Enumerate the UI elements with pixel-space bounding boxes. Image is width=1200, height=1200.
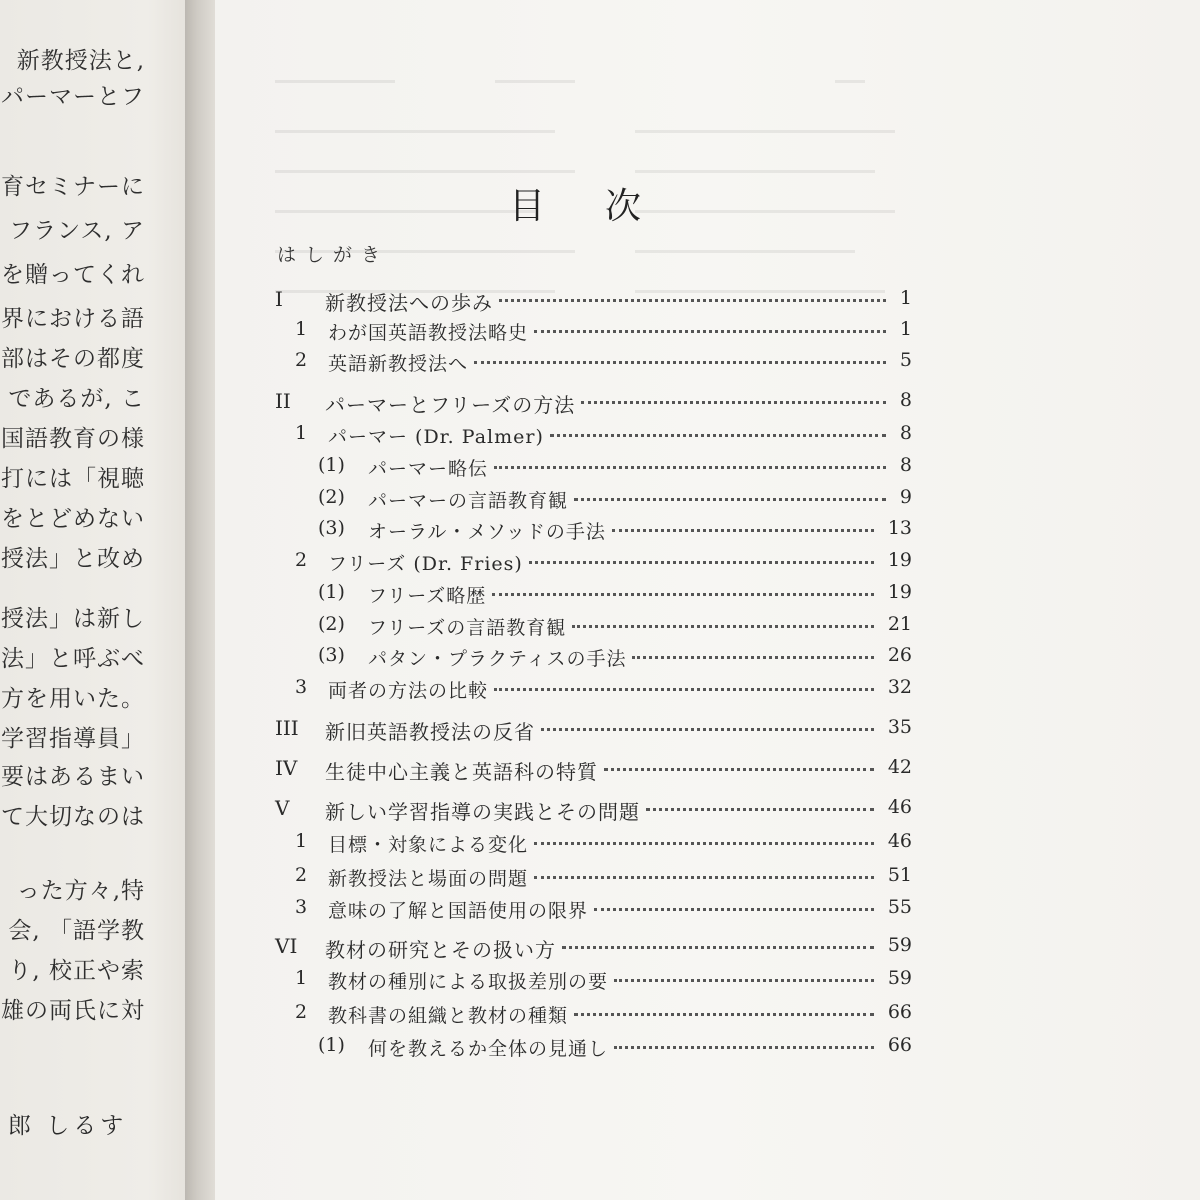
toc-entry — [215, 640, 1200, 672]
facing-page-line: 方を用いた。 — [1, 686, 145, 712]
toc-entry-number: 1 — [295, 830, 308, 852]
toc-entry-label: パーマー略伝 — [368, 458, 489, 480]
toc-entry-label: パーマーの言語教育観 — [368, 490, 569, 512]
toc-entry — [215, 513, 1200, 545]
toc-entry-label: 新教授法と場面の問題 — [328, 868, 529, 890]
toc-entry — [215, 283, 1200, 315]
toc-entry — [215, 792, 1200, 824]
toc-entry-label: 教科書の組織と教材の種類 — [328, 1005, 569, 1027]
toc-leader-dots — [492, 593, 874, 596]
toc-leader-dots — [494, 688, 874, 691]
toc-entry-number: I — [275, 287, 283, 311]
toc-entry-label: フリーズ略歴 — [368, 585, 487, 607]
toc-entry-page: 5 — [899, 349, 912, 371]
toc-entry-number: II — [275, 389, 291, 413]
toc-entry — [215, 609, 1200, 641]
toc-leader-dots — [572, 625, 874, 628]
facing-page-line: 授法」と改め — [1, 546, 145, 572]
toc-entry-page: 35 — [887, 716, 912, 738]
toc-entry-page: 51 — [887, 864, 912, 886]
toc-entry-page: 8 — [899, 389, 912, 411]
toc-entry-page: 59 — [887, 967, 912, 989]
facing-page-line: り, 校正や索 — [8, 958, 145, 984]
toc-entry-number: 3 — [295, 676, 308, 698]
toc-entry — [215, 712, 1200, 744]
toc-entry — [215, 860, 1200, 892]
toc-leader-dots — [474, 361, 886, 364]
toc-entry-number: 2 — [295, 1001, 308, 1023]
toc-entry — [215, 482, 1200, 514]
toc-entry-page: 8 — [899, 454, 912, 476]
toc-entry-number: 1 — [295, 318, 308, 340]
toc-entry-number: III — [275, 716, 299, 740]
toc-entry — [215, 577, 1200, 609]
toc-entry-number: (1) — [318, 581, 345, 603]
facing-page-line: 界における語 — [1, 306, 145, 332]
toc-leader-dots — [499, 299, 886, 302]
facing-page-line: を贈ってくれ — [1, 262, 145, 288]
toc-entry — [215, 385, 1200, 417]
toc-leader-dots — [574, 1013, 874, 1016]
facing-page-line: 打には「視聴 — [1, 466, 145, 492]
toc-leader-dots — [632, 656, 874, 659]
facing-page-line: 学習指導員」 — [1, 726, 145, 752]
toc-entry-number: (3) — [318, 517, 345, 539]
toc-entry-number: (2) — [318, 486, 345, 508]
toc-entry-label: 教材の種別による取扱差別の要 — [328, 971, 609, 993]
facing-page-line: フランス, ア — [9, 218, 145, 244]
toc-entry-label: パーマーとフリーズの方法 — [325, 393, 576, 417]
toc-entry-number: 1 — [295, 967, 308, 989]
facing-page-line: 雄の両氏に対 — [1, 998, 145, 1024]
toc-entry-page: 19 — [887, 549, 912, 571]
toc-entry-label: 目標・対象による変化 — [328, 834, 529, 856]
toc-leader-dots — [534, 876, 874, 879]
toc-entry-label: フリーズ (Dr. Fries) — [328, 553, 523, 575]
toc-entry-label: フリーズの言語教育観 — [368, 617, 567, 639]
toc-entry — [215, 963, 1200, 995]
toc-entry-label: 生徒中心主義と英語科の特質 — [325, 760, 598, 784]
toc-leader-dots — [562, 946, 874, 949]
toc-entry-page: 32 — [887, 676, 912, 698]
toc-entry-label: わが国英語教授法略史 — [328, 322, 529, 344]
toc-leader-dots — [614, 1046, 874, 1049]
toc-entry — [215, 826, 1200, 858]
toc-entry-page: 21 — [887, 613, 912, 635]
facing-page-line: て大切なのは — [1, 804, 145, 830]
facing-page-line: 育セミナーに — [1, 174, 145, 200]
toc-entry-page: 26 — [887, 644, 912, 666]
toc-entry-number: 2 — [295, 549, 308, 571]
toc-leader-dots — [614, 979, 874, 982]
toc-entry-label: 何を教えるか全体の見通し — [368, 1038, 609, 1060]
toc-entry-page: 13 — [887, 517, 912, 539]
facing-page-line: った方々,特 — [16, 878, 145, 904]
toc-entry-number: 1 — [295, 422, 308, 444]
toc-entry-label: 新旧英語教授法の反省 — [325, 720, 535, 744]
toc-entry-label: パーマー (Dr. Palmer) — [328, 426, 544, 448]
toc-entry-number: V — [275, 796, 290, 820]
toc-entry — [215, 752, 1200, 784]
toc-leader-dots — [581, 401, 886, 404]
toc-leader-dots — [494, 466, 886, 469]
toc-entry-page: 59 — [887, 934, 912, 956]
toc-entry-page: 19 — [887, 581, 912, 603]
toc-entry-label: 両者の方法の比較 — [328, 680, 489, 702]
toc-entry — [215, 997, 1200, 1029]
toc-entry-page: 55 — [887, 896, 912, 918]
toc-entry-page: 8 — [899, 422, 912, 444]
toc-entry-number: (2) — [318, 613, 345, 635]
toc-entry-number: 3 — [295, 896, 308, 918]
toc-leader-dots — [604, 768, 874, 771]
toc-leader-dots — [594, 908, 874, 911]
facing-page-line: 国語教育の様 — [1, 426, 145, 452]
toc-entry-number: (3) — [318, 644, 345, 666]
facing-page — [0, 0, 185, 1200]
toc-entry-page: 42 — [887, 756, 912, 778]
toc-entry-page: 46 — [887, 796, 912, 818]
toc-entry-label: 教材の研究とその扱い方 — [325, 938, 556, 962]
toc-entry-page: 1 — [899, 287, 912, 309]
page-title: 目次 — [509, 186, 702, 227]
toc-entry-page: 66 — [887, 1001, 912, 1023]
facing-page-line: 新教授法と, — [16, 48, 145, 74]
toc-entry-number: (1) — [318, 1034, 345, 1056]
toc-entry-number: (1) — [318, 454, 345, 476]
facing-page-line: 法」と呼ぶべ — [1, 646, 145, 672]
facing-page-line: 要はあるまい — [1, 764, 145, 790]
toc-entry-number: VI — [275, 934, 298, 958]
toc-leader-dots — [550, 434, 886, 437]
facing-page-line: であるが, こ — [8, 386, 145, 412]
toc-leader-dots — [612, 529, 874, 532]
toc-entry-page: 66 — [887, 1034, 912, 1056]
toc-leader-dots — [574, 498, 886, 501]
facing-page-line: をとどめない — [1, 506, 145, 532]
toc-entry-number: 2 — [295, 349, 308, 371]
toc-entry-label: パタン・プラクティスの手法 — [368, 648, 627, 670]
facing-page-line: 部はその都度 — [1, 346, 145, 372]
toc-leader-dots — [534, 842, 874, 845]
toc-entry — [215, 345, 1200, 377]
facing-page-line: 授法」は新し — [1, 606, 145, 632]
toc-leader-dots — [646, 808, 874, 811]
toc-entry-label: 英語新教授法へ — [328, 353, 469, 375]
toc-entry-number: IV — [275, 756, 298, 780]
toc-entry — [215, 314, 1200, 346]
facing-page-line: 会, 「語学教 — [8, 918, 145, 944]
toc-entry — [215, 545, 1200, 577]
toc-entry-label: 新教授法への歩み — [325, 291, 493, 315]
toc-entry — [215, 450, 1200, 482]
toc-entry — [215, 418, 1200, 450]
toc-page — [215, 0, 1200, 1200]
toc-entry-number: 2 — [295, 864, 308, 886]
toc-entry-label: 意味の了解と国語使用の限界 — [328, 900, 589, 922]
toc-entry — [215, 1030, 1200, 1062]
toc-entry-page: 9 — [899, 486, 912, 508]
toc-entry — [215, 930, 1200, 962]
toc-leader-dots — [529, 561, 874, 564]
toc-entry-label: オーラル・メソッドの手法 — [368, 521, 606, 543]
book-gutter — [185, 0, 215, 1200]
toc-entry-page: 46 — [887, 830, 912, 852]
toc-entry — [215, 892, 1200, 924]
toc-leader-dots — [541, 728, 874, 731]
toc-entry-page: 1 — [899, 318, 912, 340]
toc-entry-label: 新しい学習指導の実践とその問題 — [325, 800, 640, 824]
toc-entry — [215, 672, 1200, 704]
facing-page-line: パーマーとフ — [1, 84, 145, 110]
facing-page-signature: 郎 しるす — [8, 1113, 128, 1139]
toc-preface: はしがき — [277, 244, 390, 266]
toc-leader-dots — [534, 330, 886, 333]
